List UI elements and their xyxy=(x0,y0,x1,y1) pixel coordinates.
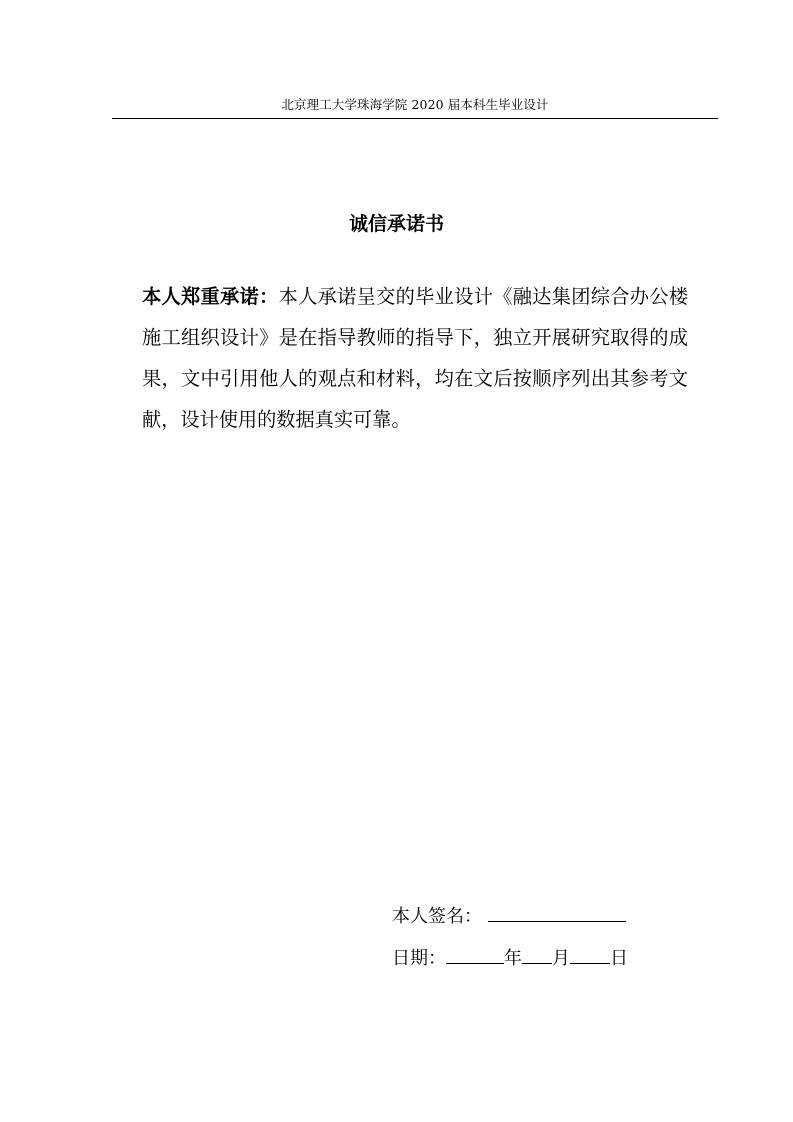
day-label: 日 xyxy=(610,948,628,969)
year-field[interactable] xyxy=(446,942,504,964)
month-field[interactable] xyxy=(522,942,552,964)
header-text: 北京理工大学珠海学院 2020 届本科生毕业设计 xyxy=(281,97,549,112)
pledge-lead: 本人郑重承诺： xyxy=(142,285,279,308)
date-label: 日期： xyxy=(392,948,446,969)
month-label: 月 xyxy=(552,948,570,969)
document-title: 诚信承诺书 xyxy=(348,213,444,235)
signature-row xyxy=(392,900,626,931)
pledge-body: 本人承诺呈交的毕业设计《融达集团综合办公楼施工组织设计》是在指导教师的指导下，独立开展研究取得的成果，文中引用他人的观点和材料，均在文后按顺序列出其参考文献，设计使用的数据真实可靠。 xyxy=(142,285,689,431)
year-label: 年 xyxy=(504,948,522,969)
signature-label: 本人签名： xyxy=(392,906,482,927)
day-field[interactable] xyxy=(570,942,610,964)
page-header xyxy=(112,92,718,119)
signature-field[interactable] xyxy=(488,900,626,922)
pledge-statement xyxy=(142,276,688,440)
date-row xyxy=(392,942,628,973)
